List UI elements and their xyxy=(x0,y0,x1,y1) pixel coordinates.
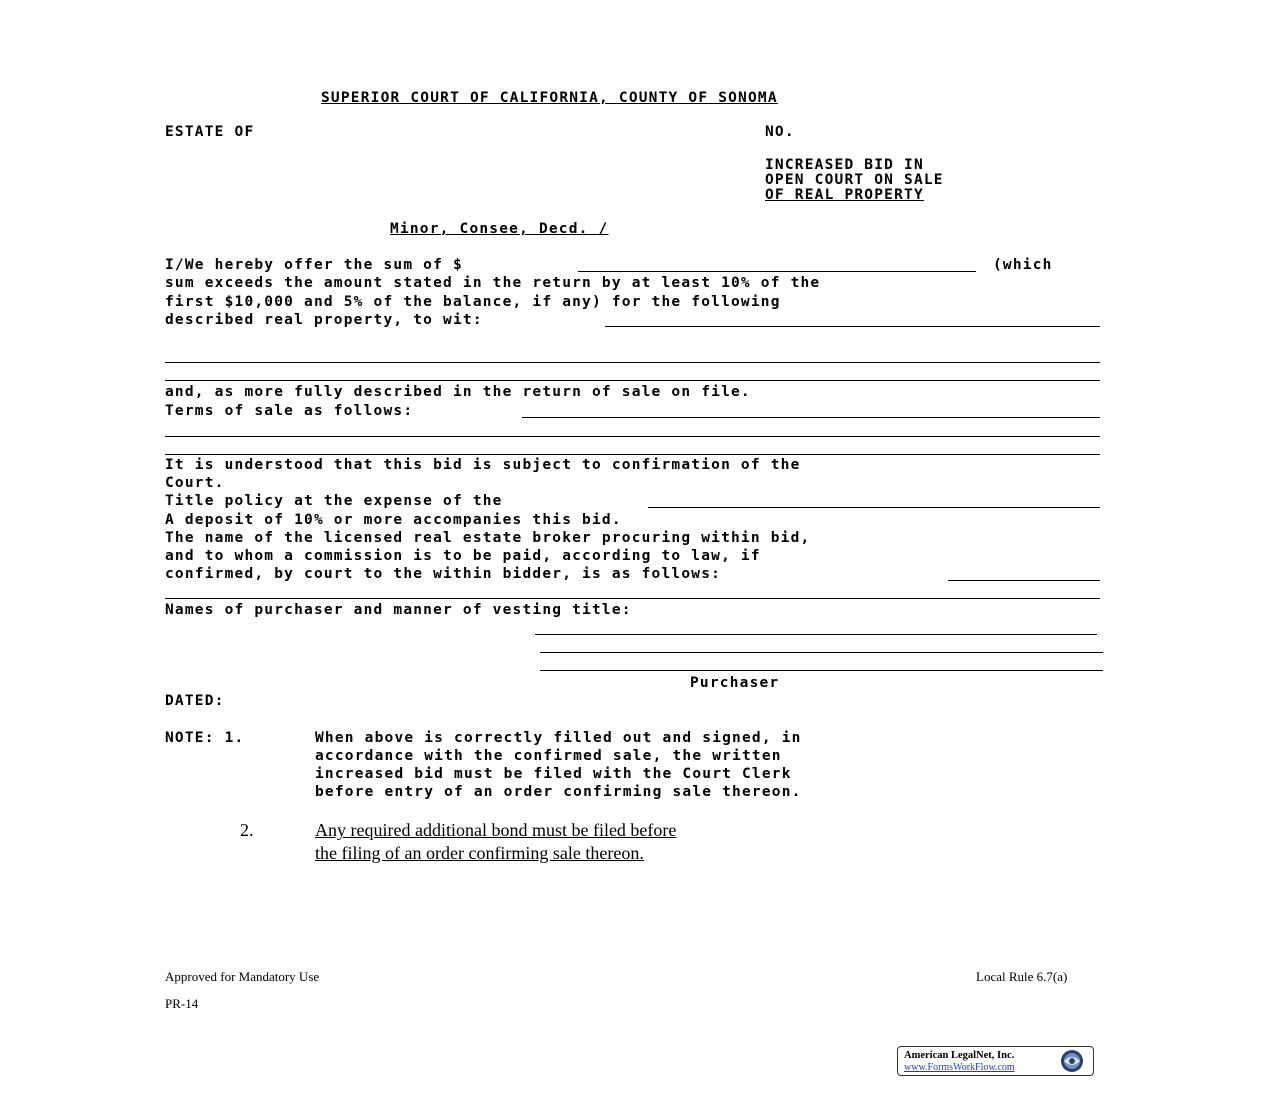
broker-name-field-1[interactable] xyxy=(948,580,1100,581)
publisher-badge[interactable] xyxy=(897,1046,1094,1076)
case-number-label: NO. xyxy=(765,124,795,140)
purchaser-names-label: Names of purchaser and manner of vesting title: xyxy=(165,602,632,618)
offer-text-line-4: described real property, to wit: xyxy=(165,312,483,328)
title-policy-label: Title policy at the expense of the xyxy=(165,493,503,509)
confirmation-text-line-2: Court. xyxy=(165,475,225,491)
broker-text-line-1: The name of the licensed real estate broker procuring within bid, xyxy=(165,530,811,546)
terms-field-1[interactable] xyxy=(522,417,1100,418)
local-rule: Local Rule 6.7(a) xyxy=(976,969,1068,984)
terms-field-3[interactable] xyxy=(165,454,1100,455)
deposit-text: A deposit of 10% or more accompanies this bid. xyxy=(165,512,622,528)
purchaser-signature-field-3[interactable] xyxy=(540,670,1103,671)
purchaser-signature-field-2[interactable] xyxy=(540,652,1103,653)
confirmation-text-line-1: It is understood that this bid is subject to confirmation of the xyxy=(165,457,801,473)
broker-text-line-2: and to whom a commission is to be paid, according to law, if xyxy=(165,548,761,564)
publisher-name: American LegalNet, Inc. xyxy=(904,1050,1015,1061)
broker-name-field-2[interactable] xyxy=(165,598,1100,599)
terms-field-2[interactable] xyxy=(165,436,1100,437)
property-description-field-3[interactable] xyxy=(165,380,1100,381)
note-1-line-3: increased bid must be filed with the Court Clerk xyxy=(315,766,792,782)
return-of-sale-text: and, as more fully described in the return of sale on file. xyxy=(165,384,751,400)
property-description-field-1[interactable] xyxy=(605,326,1100,327)
dated-label: DATED: xyxy=(165,693,225,709)
note-2-number: 2. xyxy=(240,820,254,840)
approved-for-use: Approved for Mandatory Use xyxy=(165,969,320,984)
offer-text-line-1: I/We hereby offer the sum of $ xyxy=(165,257,463,273)
party-type: Minor, Consee, Decd. / xyxy=(390,221,609,237)
offer-text-which: (which xyxy=(993,257,1053,273)
court-title: SUPERIOR COURT OF CALIFORNIA, COUNTY OF SONOMA xyxy=(321,90,778,106)
broker-text-line-3: confirmed, by court to the within bidder, is as follows: xyxy=(165,566,722,582)
publisher-link[interactable]: www.FormsWorkFlow.com xyxy=(904,1062,1015,1073)
purchaser-signature-field-1[interactable] xyxy=(535,634,1097,635)
property-description-field-2[interactable] xyxy=(165,362,1100,363)
note-1-line-1: When above is correctly filled out and signed, in xyxy=(315,730,802,746)
note-2-line-1: Any required additional bond must be filed before xyxy=(315,820,677,840)
form-id: PR-14 xyxy=(165,996,199,1011)
title-policy-field[interactable] xyxy=(648,507,1100,508)
note-1-line-4: before entry of an order confirming sale thereon. xyxy=(315,784,802,800)
note-label: NOTE: 1. xyxy=(165,730,245,746)
estate-label: ESTATE OF xyxy=(165,124,255,140)
purchaser-label: Purchaser xyxy=(690,675,780,691)
note-1-line-2: accordance with the confirmed sale, the written xyxy=(315,748,782,764)
globe-logo-icon xyxy=(1055,1049,1089,1073)
document-title-line-1: INCREASED BID IN xyxy=(765,157,924,173)
offer-text-line-3: first $10,000 and 5% of the balance, if any) for the following xyxy=(165,294,781,310)
terms-label: Terms of sale as follows: xyxy=(165,403,414,419)
note-2-line-2: the filing of an order confirming sale thereon. xyxy=(315,843,644,863)
offer-amount-field[interactable] xyxy=(578,271,976,272)
document-title-line-3: OF REAL PROPERTY xyxy=(765,187,924,203)
offer-text-line-2: sum exceeds the amount stated in the return by at least 10% of the xyxy=(165,275,821,291)
document-title-line-2: OPEN COURT ON SALE xyxy=(765,172,944,188)
